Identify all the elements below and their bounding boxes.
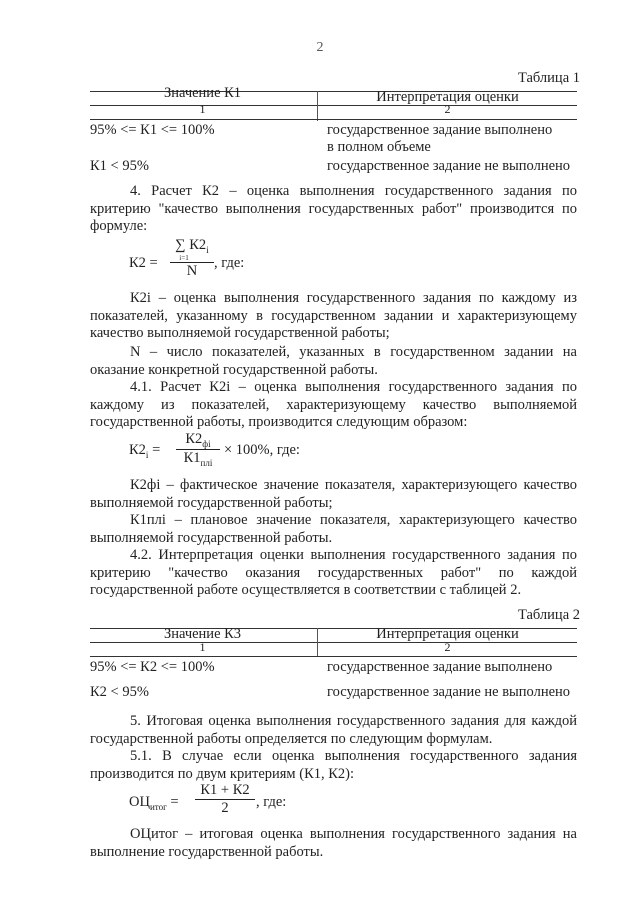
formula-oc-lhs: $ОЦ_{итог}$ = (129, 794, 179, 812)
formula-oc-suffix: , где: (256, 794, 287, 810)
table2-row2-value: К2 < 95% (90, 684, 149, 700)
table1-row1-value: 95% <= К1 <= 100% (90, 122, 215, 138)
table2-colnum-2: 2 (444, 640, 451, 654)
table2-colnum-1: 1 (199, 640, 206, 654)
formula-k2-fraction: ∑ $К2_i$ i=1 N (170, 237, 214, 280)
formula-k2i-fraction: $К2_{фi}$ $К1_{плi}$ (176, 431, 220, 468)
definition-k2fi: К2фi – фактическое значение показателя, характеризующего качество выполняемой государственной работы; (90, 477, 577, 511)
formula-k2i-suffix: × 100%, где: (224, 442, 300, 458)
definition-k1pli: К1плi – плановое значение показателя, характеризующего качество выполняемой государственной работы. (90, 512, 577, 546)
formula-k2-denominator: N (186, 262, 198, 279)
section-4-1: 4.1. Расчет К2i – оценка выполнения государственного задания по каждому из показателей, характеризующему качество выполняемой государственной работы, производится следующим образом: (90, 379, 577, 431)
table1-row1-interp-1: государственное задание выполнено (327, 122, 553, 138)
table2-header-interpretation: Интерпретация оценки (376, 626, 519, 642)
table1-header-interpretation: Интерпретация оценки (376, 89, 519, 105)
definition-oc: ОЦитог – итоговая оценка выполнения государственного задания на выполнение государственной работы. (90, 826, 577, 860)
formula-k2-numerator: ∑ К2 (175, 237, 207, 253)
section-4-2: 4.2. Интерпретация оценки выполнения государственного задания по критерию "качество оказания государственных работ" по каждой государственной работе осуществляется в соответствии с таблицей 2. (90, 547, 577, 599)
section-5: 5. Итоговая оценка выполнения государственного задания для каждой государственной работы определяется по следующим формулам. (90, 713, 577, 747)
page-number: 2 (316, 40, 324, 55)
table2-row1-value: 95% <= К2 <= 100% (90, 659, 215, 675)
formula-k2-sum-index: i=1 (179, 253, 189, 262)
definition-n: N – число показателей, указанных в государственном задании на оказание конкретной государственной работы. (90, 344, 577, 378)
table1-colnum-1: 1 (199, 102, 206, 116)
table1-colnum-2: 2 (444, 102, 451, 116)
table1-header-value: Значение К1 (163, 85, 242, 101)
formula-oc-fraction: К1 + К2 2 (195, 782, 255, 817)
table1-row2-interp: государственное задание не выполнено (327, 158, 571, 174)
section-4: 4. Расчет К2 – оценка выполнения государственного задания по критерию "качество выполнения государственных работ" производится по формуле: (90, 183, 577, 235)
section-5-1: 5.1. В случае если оценка выполнения государственного задания производится по двум критериям (К1, К2): (90, 748, 577, 782)
table2-header-value: Значение К3 (163, 626, 242, 642)
table1-row1-interp-2: в полном объеме (327, 139, 431, 155)
table1-row2-value: К1 < 95% (90, 158, 149, 174)
table1-caption: Таблица 1 (517, 70, 580, 86)
definition-k2i: К2i – оценка выполнения государственного задания по каждому из показателей, указанному в государственном задании и характеризующему качество выполняемой государственной работы; (90, 290, 577, 342)
table2-caption: Таблица 2 (517, 607, 580, 623)
table2-row1-interp: государственное задание выполнено (327, 659, 553, 675)
formula-k2i-lhs: $К2_i$ = (129, 442, 161, 460)
table2-row2-interp: государственное задание не выполнено (327, 684, 571, 700)
formula-k2-lhs: К2 = (129, 255, 158, 271)
formula-k2-suffix: , где: (214, 255, 245, 271)
